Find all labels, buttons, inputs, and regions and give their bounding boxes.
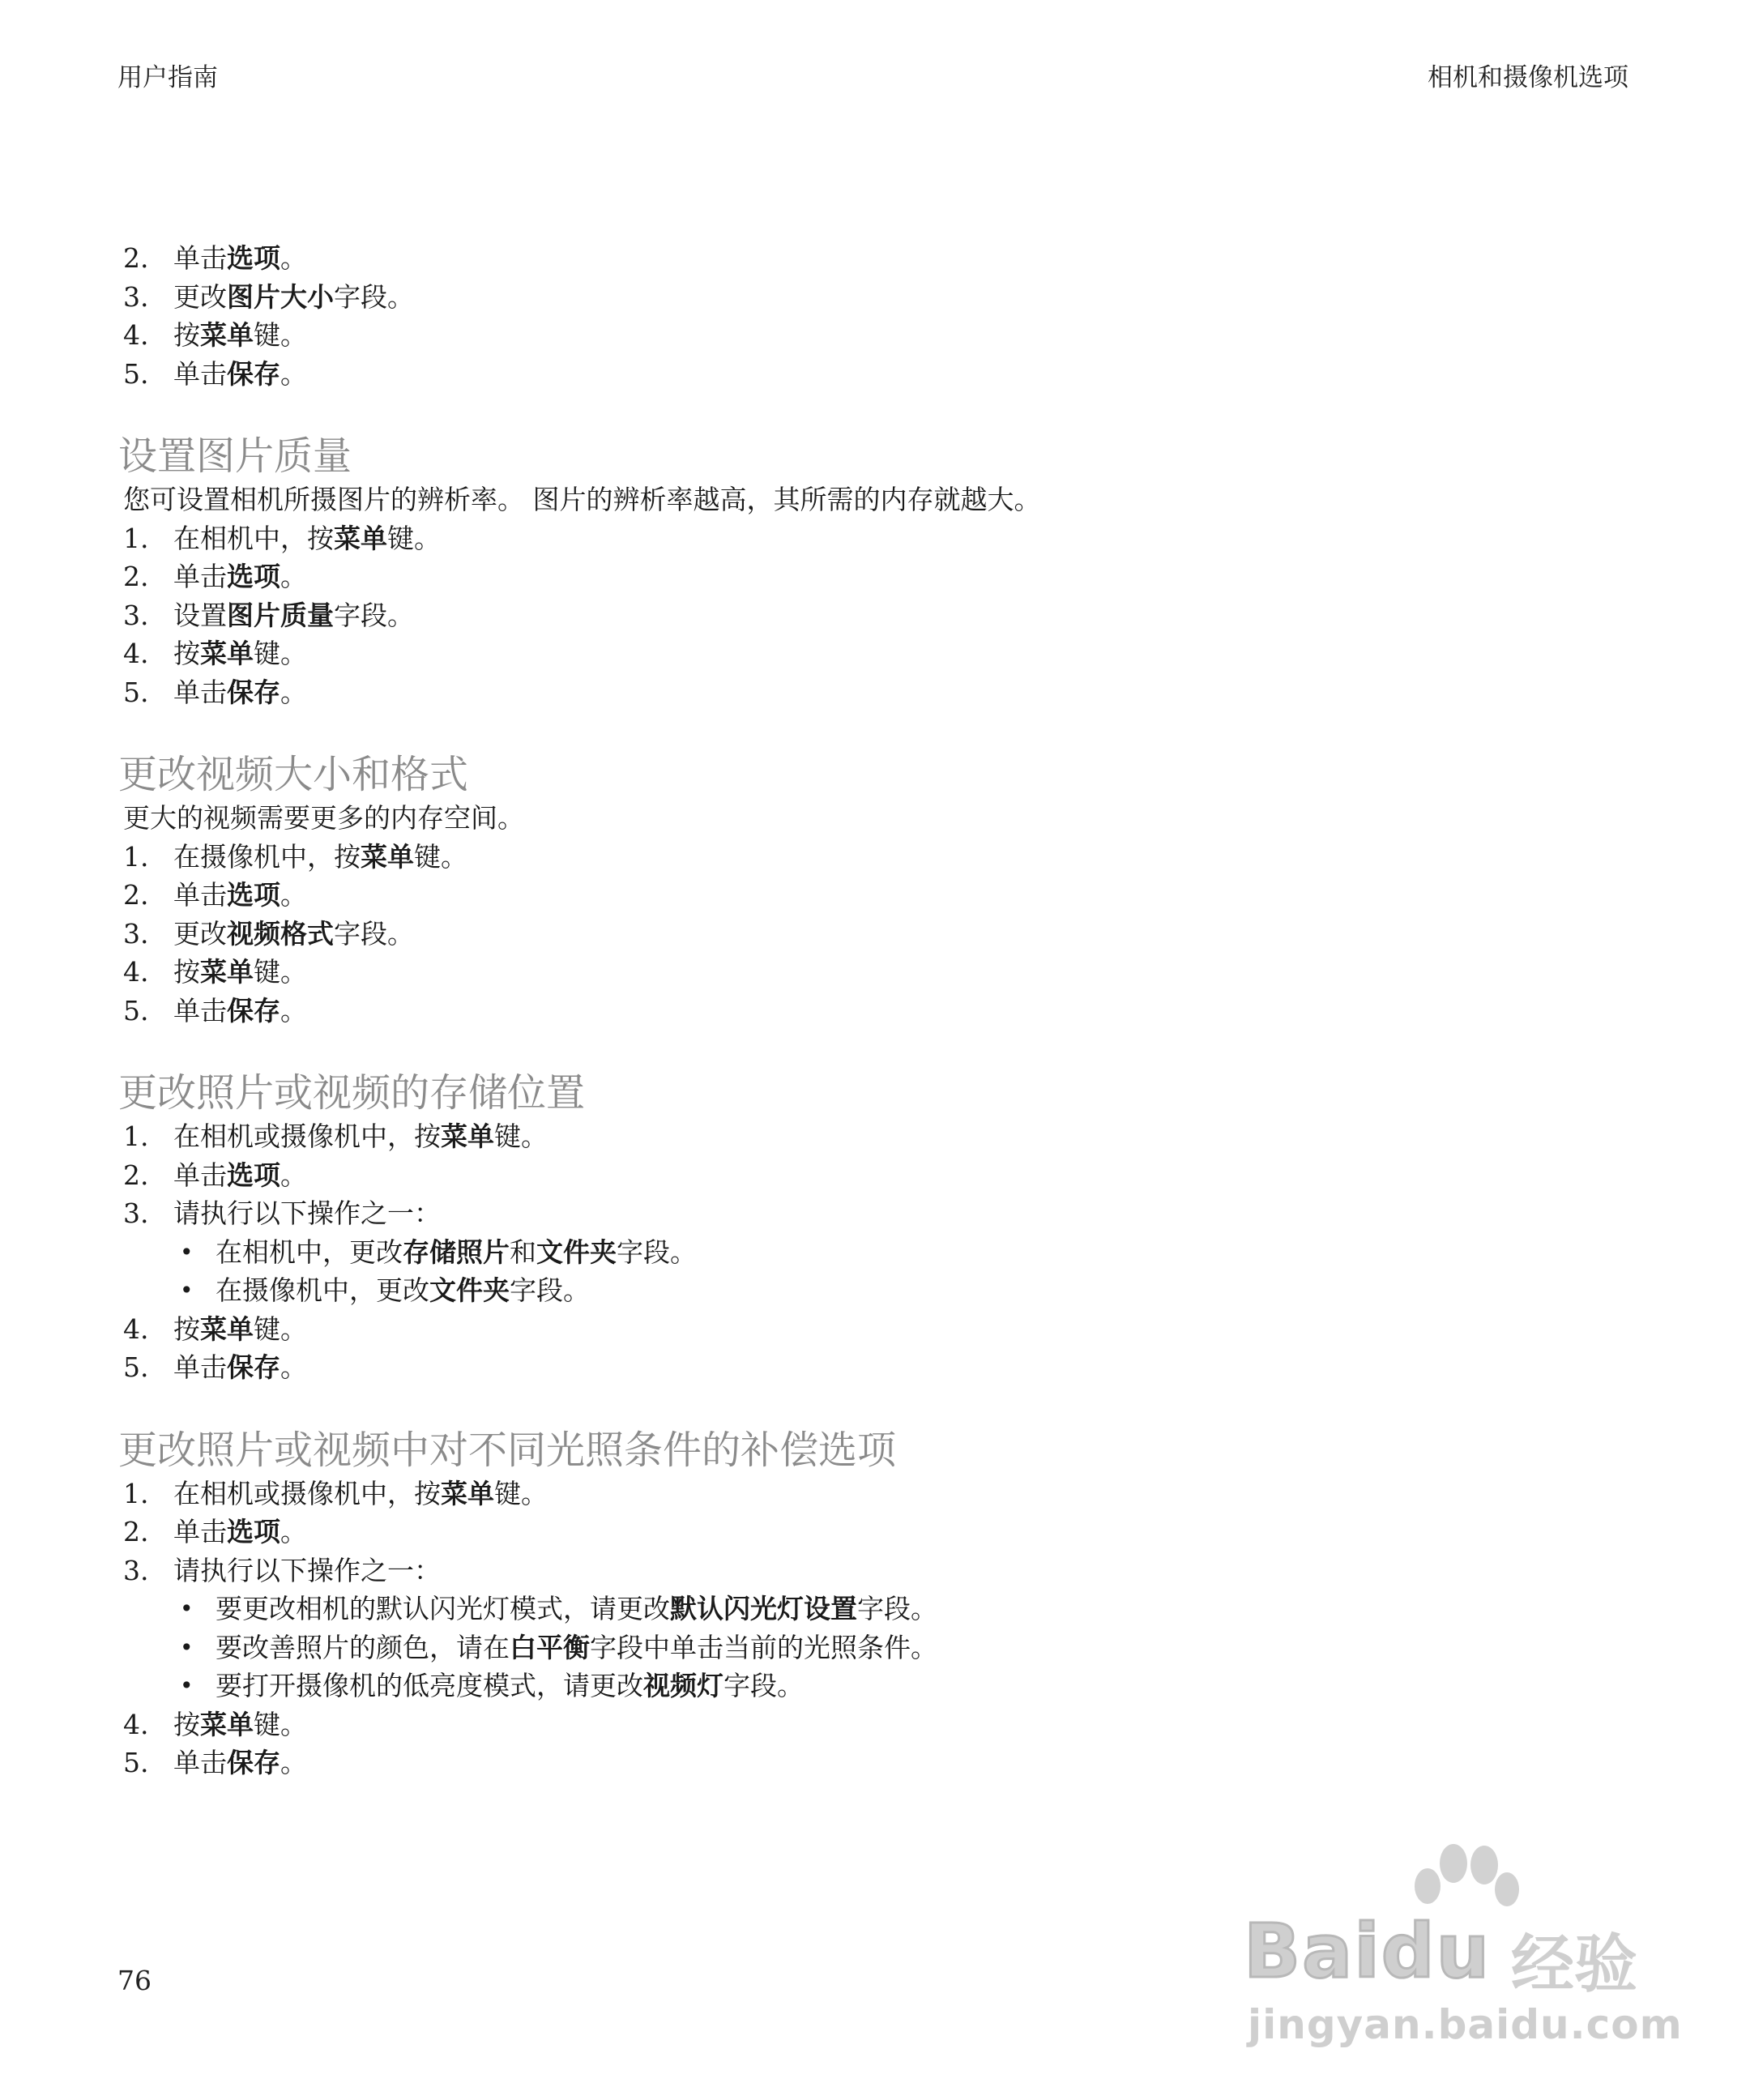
section-heading: 更改照片或视频的存储位置 <box>118 1070 586 1116</box>
page-number: 76 <box>117 1965 152 1996</box>
step-item <box>122 915 1620 954</box>
step-number: 5. <box>123 1351 149 1383</box>
ui-term: 保存 <box>227 357 280 390</box>
text-run: 单击 <box>173 1747 227 1778</box>
section-intro: 更大的视频需要更多的内存空间。 <box>123 802 524 834</box>
step-number: 2. <box>123 1159 149 1191</box>
step-item <box>122 316 1620 355</box>
step-number: 5. <box>123 994 149 1027</box>
bullet-item <box>122 1628 1620 1667</box>
ui-term: 菜单 <box>200 1312 254 1345</box>
step-item <box>122 519 1620 558</box>
bullet-icon: • <box>180 1277 194 1304</box>
text-run: 在相机中，更改 <box>216 1236 403 1268</box>
bullet-icon: • <box>180 1633 194 1661</box>
ui-term: 图片质量 <box>227 599 334 631</box>
watermark-logo-cn: 经验 <box>1511 1928 1638 2001</box>
text-run: 在摄像机中，按 <box>173 840 361 873</box>
step-item <box>122 1705 1620 1744</box>
ui-term: 选项 <box>227 242 280 274</box>
text-run: 。 <box>280 676 307 708</box>
ui-term: 选项 <box>227 879 280 911</box>
ui-term: 选项 <box>227 1159 280 1191</box>
step-item <box>122 1194 1620 1233</box>
step-item <box>122 1513 1620 1552</box>
step-item <box>122 953 1620 992</box>
text-run: 。 <box>280 879 307 911</box>
text-run: 键。 <box>494 1477 548 1509</box>
text-run: 要打开摄像机的低亮度模式，请更改 <box>216 1670 643 1701</box>
text-run: 字段。 <box>334 917 414 950</box>
step-item <box>122 1117 1620 1156</box>
ui-term: 白平衡 <box>510 1631 590 1663</box>
text-run: 单击 <box>173 561 227 592</box>
text-run: 按 <box>173 319 200 351</box>
text-run: 单击 <box>173 242 227 274</box>
step-item <box>122 1156 1620 1195</box>
step-number: 1. <box>123 840 149 873</box>
text-run: 在相机或摄像机中，按 <box>173 1120 441 1152</box>
ui-term: 菜单 <box>441 1120 494 1152</box>
text-run: 单击 <box>173 994 227 1027</box>
text-run: 更改 <box>173 917 227 950</box>
step-item <box>122 876 1620 915</box>
step-item <box>122 673 1620 712</box>
text-run: 键。 <box>254 1312 307 1345</box>
text-run: 单击 <box>173 1351 227 1383</box>
ui-term: 存储照片 <box>403 1236 510 1268</box>
step-number: 5. <box>123 676 149 708</box>
bullet-icon: • <box>180 1672 194 1699</box>
step-number: 2. <box>123 242 149 274</box>
step-number: 3. <box>123 917 149 950</box>
section-intro: 您可设置相机所摄图片的辨析率。 图片的辨析率越高，其所需的内存就越大。 <box>123 484 1041 515</box>
text-run: 单击 <box>173 676 227 708</box>
text-run: 按 <box>173 638 200 669</box>
step-number: 3. <box>123 1197 149 1229</box>
ui-term: 菜单 <box>334 522 387 554</box>
step-number: 5. <box>123 357 149 390</box>
step-item <box>122 355 1620 394</box>
text-run: 设置 <box>173 599 227 631</box>
text-run: 字段。 <box>334 599 414 631</box>
ui-term: 文件夹 <box>536 1236 617 1268</box>
step-item <box>122 596 1620 635</box>
watermark-logo-text: Baidu <box>1244 1908 1492 1995</box>
text-run: 字段。 <box>723 1670 804 1701</box>
ui-term: 菜单 <box>200 319 254 351</box>
text-run: 。 <box>280 1516 307 1547</box>
bullet-icon: • <box>180 1238 194 1266</box>
text-run: 键。 <box>254 319 307 351</box>
text-run: 键。 <box>254 1708 307 1740</box>
bullet-item <box>122 1271 1620 1310</box>
step-number: 3. <box>123 599 149 631</box>
step-item <box>122 1744 1620 1782</box>
ui-term: 文件夹 <box>429 1274 510 1306</box>
ui-term: 菜单 <box>200 638 254 669</box>
text-run: 字段。 <box>510 1274 590 1306</box>
step-number: 4. <box>123 956 149 988</box>
text-run: 键。 <box>254 956 307 988</box>
text-run: 键。 <box>254 638 307 669</box>
ui-term: 视频灯 <box>643 1670 723 1701</box>
text-run: 字段。 <box>617 1236 697 1268</box>
step-number: 4. <box>123 319 149 351</box>
section-heading: 更改照片或视频中对不同光照条件的补偿选项 <box>118 1427 897 1473</box>
text-run: 按 <box>173 1708 200 1740</box>
text-run: 键。 <box>414 840 467 873</box>
ui-term: 保存 <box>227 676 280 708</box>
text-run: 字段。 <box>334 280 414 313</box>
text-run: 。 <box>280 994 307 1027</box>
bullet-item <box>122 1590 1620 1628</box>
step-item <box>122 992 1620 1031</box>
text-run: 更改 <box>173 280 227 313</box>
ui-term: 菜单 <box>361 840 414 873</box>
text-run: 请执行以下操作之一： <box>173 1554 441 1586</box>
running-header-right: 相机和摄像机选项 <box>1428 63 1628 92</box>
step-number: 3. <box>123 1554 149 1586</box>
step-number: 2. <box>123 1516 149 1547</box>
bullet-icon: • <box>180 1595 194 1622</box>
text-run: 字段中单击当前的光照条件。 <box>590 1631 937 1663</box>
text-run: 要更改相机的默认闪光灯模式，请更改 <box>216 1593 670 1624</box>
step-item <box>122 1310 1620 1349</box>
ui-term: 选项 <box>227 1516 280 1547</box>
step-item <box>122 278 1620 317</box>
text-run: 键。 <box>494 1120 548 1152</box>
ui-term: 选项 <box>227 561 280 592</box>
step-item <box>122 634 1620 673</box>
step-number: 1. <box>123 522 149 554</box>
section-heading: 更改视频大小和格式 <box>118 752 469 797</box>
text-run: 单击 <box>173 1159 227 1191</box>
text-run: 在相机或摄像机中，按 <box>173 1477 441 1509</box>
text-run: 。 <box>280 1747 307 1778</box>
text-run: 单击 <box>173 879 227 911</box>
ui-term: 菜单 <box>441 1477 494 1509</box>
watermark-url: jingyan.baidu.com <box>1248 2001 1683 2048</box>
ui-term: 菜单 <box>200 1708 254 1740</box>
ui-term: 保存 <box>227 1747 280 1778</box>
bullet-item <box>122 1233 1620 1272</box>
text-run: 单击 <box>173 357 227 390</box>
step-number: 5. <box>123 1747 149 1778</box>
baidu-jingyan-watermark <box>1244 1839 1683 2050</box>
text-run: 和 <box>510 1236 536 1268</box>
step-item <box>122 1348 1620 1387</box>
ui-term: 视频格式 <box>227 917 334 950</box>
step-item <box>122 838 1620 877</box>
step-number: 4. <box>123 1708 149 1740</box>
page-content <box>118 239 1620 1782</box>
step-number: 1. <box>123 1120 149 1152</box>
ui-term: 默认闪光灯设置 <box>670 1593 857 1624</box>
ui-term: 保存 <box>227 994 280 1027</box>
step-item <box>122 1552 1620 1590</box>
text-run: 按 <box>173 1312 200 1345</box>
step-item <box>122 1475 1620 1513</box>
text-run: 按 <box>173 956 200 988</box>
step-number: 1. <box>123 1477 149 1509</box>
text-run: 要改善照片的颜色，请在 <box>216 1631 510 1663</box>
section-heading: 设置图片质量 <box>118 433 352 479</box>
running-header-left: 用户指南 <box>117 63 218 92</box>
ui-term: 菜单 <box>200 956 254 988</box>
text-run: 在相机中，按 <box>173 522 334 554</box>
step-number: 3. <box>123 280 149 313</box>
text-run: 。 <box>280 357 307 390</box>
text-run: 键。 <box>387 522 441 554</box>
text-run: 单击 <box>173 1516 227 1547</box>
step-item <box>122 239 1620 278</box>
text-run: 。 <box>280 242 307 274</box>
step-number: 2. <box>123 879 149 911</box>
step-number: 2. <box>123 561 149 592</box>
text-run: 。 <box>280 1159 307 1191</box>
step-number: 4. <box>123 638 149 669</box>
text-run: 字段。 <box>857 1593 937 1624</box>
step-number: 4. <box>123 1312 149 1345</box>
text-run: 。 <box>280 1351 307 1383</box>
text-run: 。 <box>280 561 307 592</box>
step-item <box>122 557 1620 596</box>
bullet-item <box>122 1667 1620 1705</box>
ui-term: 图片大小 <box>227 280 334 313</box>
ui-term: 保存 <box>227 1351 280 1383</box>
text-run: 在摄像机中，更改 <box>216 1274 429 1306</box>
text-run: 请执行以下操作之一： <box>173 1197 441 1229</box>
